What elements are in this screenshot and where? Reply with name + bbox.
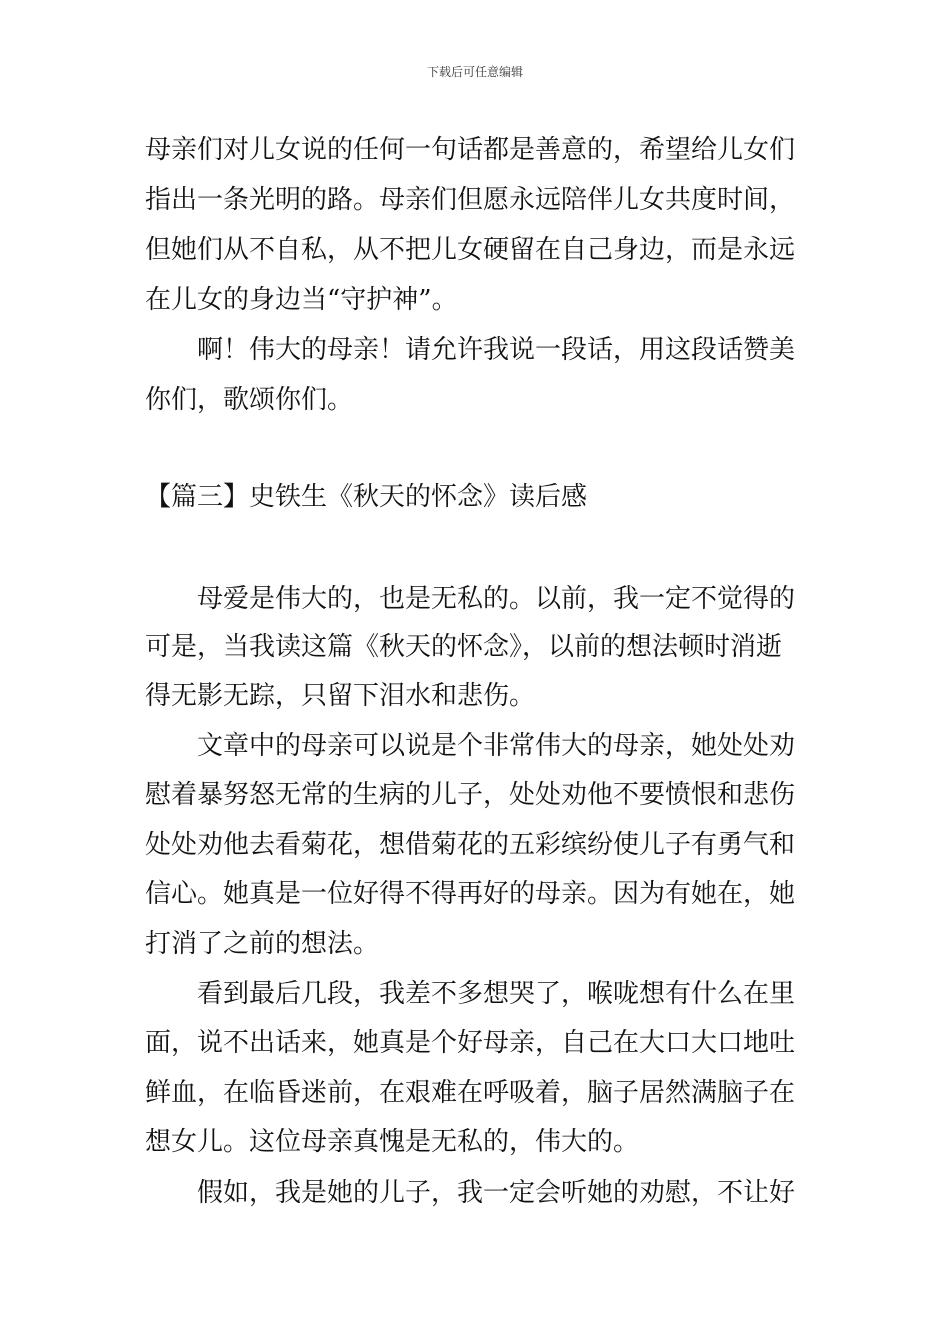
paragraph-4-line-2: 慰着暴努怒无常的生病的儿子，处处劝他不要愤恨和悲伤 — [145, 780, 796, 810]
paragraph-4-line-5: 打消了之前的想法。 — [145, 929, 380, 959]
paragraph-5-line-4: 想女儿。这位母亲真愧是无私的，伟大的。 — [145, 1127, 640, 1157]
page-header: 下载后可任意编辑 — [426, 65, 523, 79]
paragraph-6-line-1: 假如，我是她的儿子，我一定会听她的劝慰，不让好 — [197, 1178, 796, 1208]
paragraph-1-line-4: 在儿女的身边当“守护神”。 — [145, 285, 458, 315]
paragraph-5-line-1: 看到最后几段，我差不多想哭了，喉咙想有什么在里 — [197, 979, 796, 1009]
paragraph-3-line-3: 得无影无踪，只留下泪水和悲伤。 — [145, 681, 536, 711]
paragraph-5-line-3: 鲜血，在临昏迷前，在艰难在呼吸着，脑子居然满脑子在 — [145, 1078, 796, 1108]
paragraph-2-line-2: 你们，歌颂你们。 — [145, 385, 354, 415]
section-title: 【篇三】史铁生《秋天的怀念》读后感 — [145, 482, 588, 512]
paragraph-3-line-1: 母爱是伟大的，也是无私的。以前，我一定不觉得的 — [197, 584, 796, 614]
paragraph-4-line-3: 处处劝他去看菊花，想借菊花的五彩缤纷使儿子有勇气和 — [145, 830, 796, 860]
paragraph-1-line-2: 指出一条光明的路。母亲们但愿永远陪伴儿女共度时间， — [145, 185, 796, 215]
paragraph-1-line-1: 母亲们对儿女说的任何一句话都是善意的，希望给儿女们 — [145, 135, 796, 165]
paragraph-2-line-1: 啊！伟大的母亲！请允许我说一段话，用这段话赞美 — [197, 335, 796, 365]
paragraph-4-line-4: 信心。她真是一位好得不得再好的母亲。因为有她在，她 — [145, 879, 796, 909]
paragraph-4-line-1: 文章中的母亲可以说是个非常伟大的母亲，她处处劝 — [197, 731, 796, 761]
paragraph-5-line-2: 面，说不出话来，她真是个好母亲，自己在大口大口地吐 — [145, 1028, 796, 1058]
paragraph-3-line-2: 可是，当我读这篇《秋天的怀念》，以前的想法顿时消逝 — [145, 632, 783, 662]
paragraph-1-line-3: 但她们从不自私，从不把儿女硬留在自己身边，而是永远 — [145, 235, 796, 265]
